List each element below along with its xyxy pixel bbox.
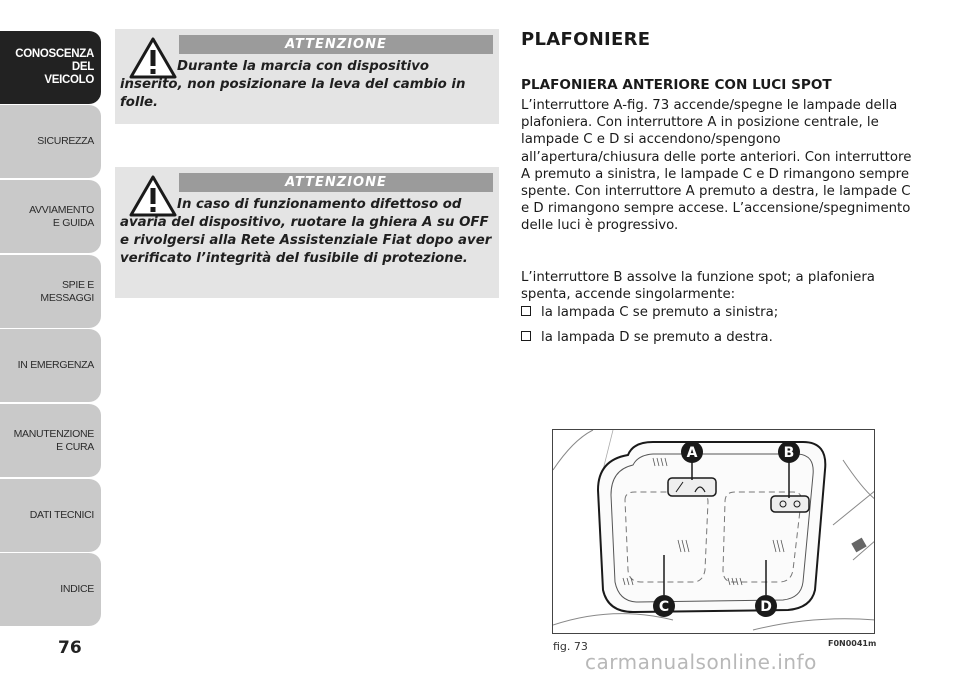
warning-text: Durante la marcia con dispositivo inserito, non posizionare la leva del cambio in folle. [120, 59, 466, 110]
ceiling-light-illustration [553, 430, 875, 634]
callout-d-label: D [760, 599, 772, 615]
figure-ceiling-light [552, 429, 875, 634]
tab-spie-e-messaggi[interactable]: SPIE E MESSAGGI [0, 254, 101, 328]
warning-label: ATTENZIONE [179, 173, 493, 192]
warning-box-2 [115, 167, 499, 298]
list-item-text: la lampada D se premuto a destra. [541, 330, 773, 345]
page-number: 76 [58, 638, 82, 658]
callout-c [653, 595, 675, 617]
callout-b [778, 441, 800, 463]
list-item [521, 330, 773, 345]
tab-manutenzione-e-cura[interactable]: MANUTENZIONE E CURA [0, 403, 101, 477]
figure-caption: fig. 73 [553, 640, 588, 653]
tab-conoscenza-del-veicolo[interactable]: CONOSCENZA DEL VEICOLO [0, 30, 101, 104]
callout-a-label: A [686, 445, 698, 461]
tab-in-emergenza[interactable]: IN EMERGENZA [0, 328, 101, 402]
list-item [521, 305, 778, 320]
paragraph-2: L’interruttore B assolve la funzione spot; a plafoniera spenta, accende singolarmente: [521, 270, 875, 303]
callout-d [755, 595, 777, 617]
checkbox-bullet-icon [521, 331, 531, 341]
paragraph-1: L’interruttore A-fig. 73 accende/spegne le lampade della plafoniera. Con interruttore A in posizione centrale, le lampade C e D si accendono/spengono all’apertura/chiusura delle porte anteriori. Con interruttore A premuto a sinistra, le lampade C e D rimangono sempre spente. Con interruttore A premuto a destra, le lampade C e D rimangono sempre accese. L’accensione/spegnimento delle luci è progressivo. [521, 98, 912, 234]
callout-c-label: C [658, 599, 670, 615]
section-title: PLAFONIERE [521, 29, 651, 50]
figure-code: F0N0041m [828, 639, 877, 648]
checkbox-bullet-icon [521, 306, 531, 316]
callout-b-label: B [783, 445, 795, 461]
warning-label: ATTENZIONE [179, 35, 493, 54]
watermark: carmanualsonline.info [585, 650, 817, 674]
tab-sicurezza[interactable]: SICUREZZA [0, 104, 101, 178]
tab-dati-tecnici[interactable]: DATI TECNICI [0, 478, 101, 552]
tab-indice[interactable]: INDICE [0, 552, 101, 626]
section-subtitle: PLAFONIERA ANTERIORE CON LUCI SPOT [521, 77, 832, 93]
tab-avviamento-e-guida[interactable]: AVVIAMENTO E GUIDA [0, 179, 101, 253]
warning-text: In caso di funzionamento difettoso od avaria del dispositivo, ruotare la ghiera A su OFF e rivolgersi alla Rete Assistenziale Fiat dopo aver verificato l’integrità del fusibile di protezione. [120, 197, 492, 266]
callout-a [681, 441, 703, 463]
list-item-text: la lampada C se premuto a sinistra; [541, 305, 779, 320]
warning-box-1 [115, 29, 499, 124]
